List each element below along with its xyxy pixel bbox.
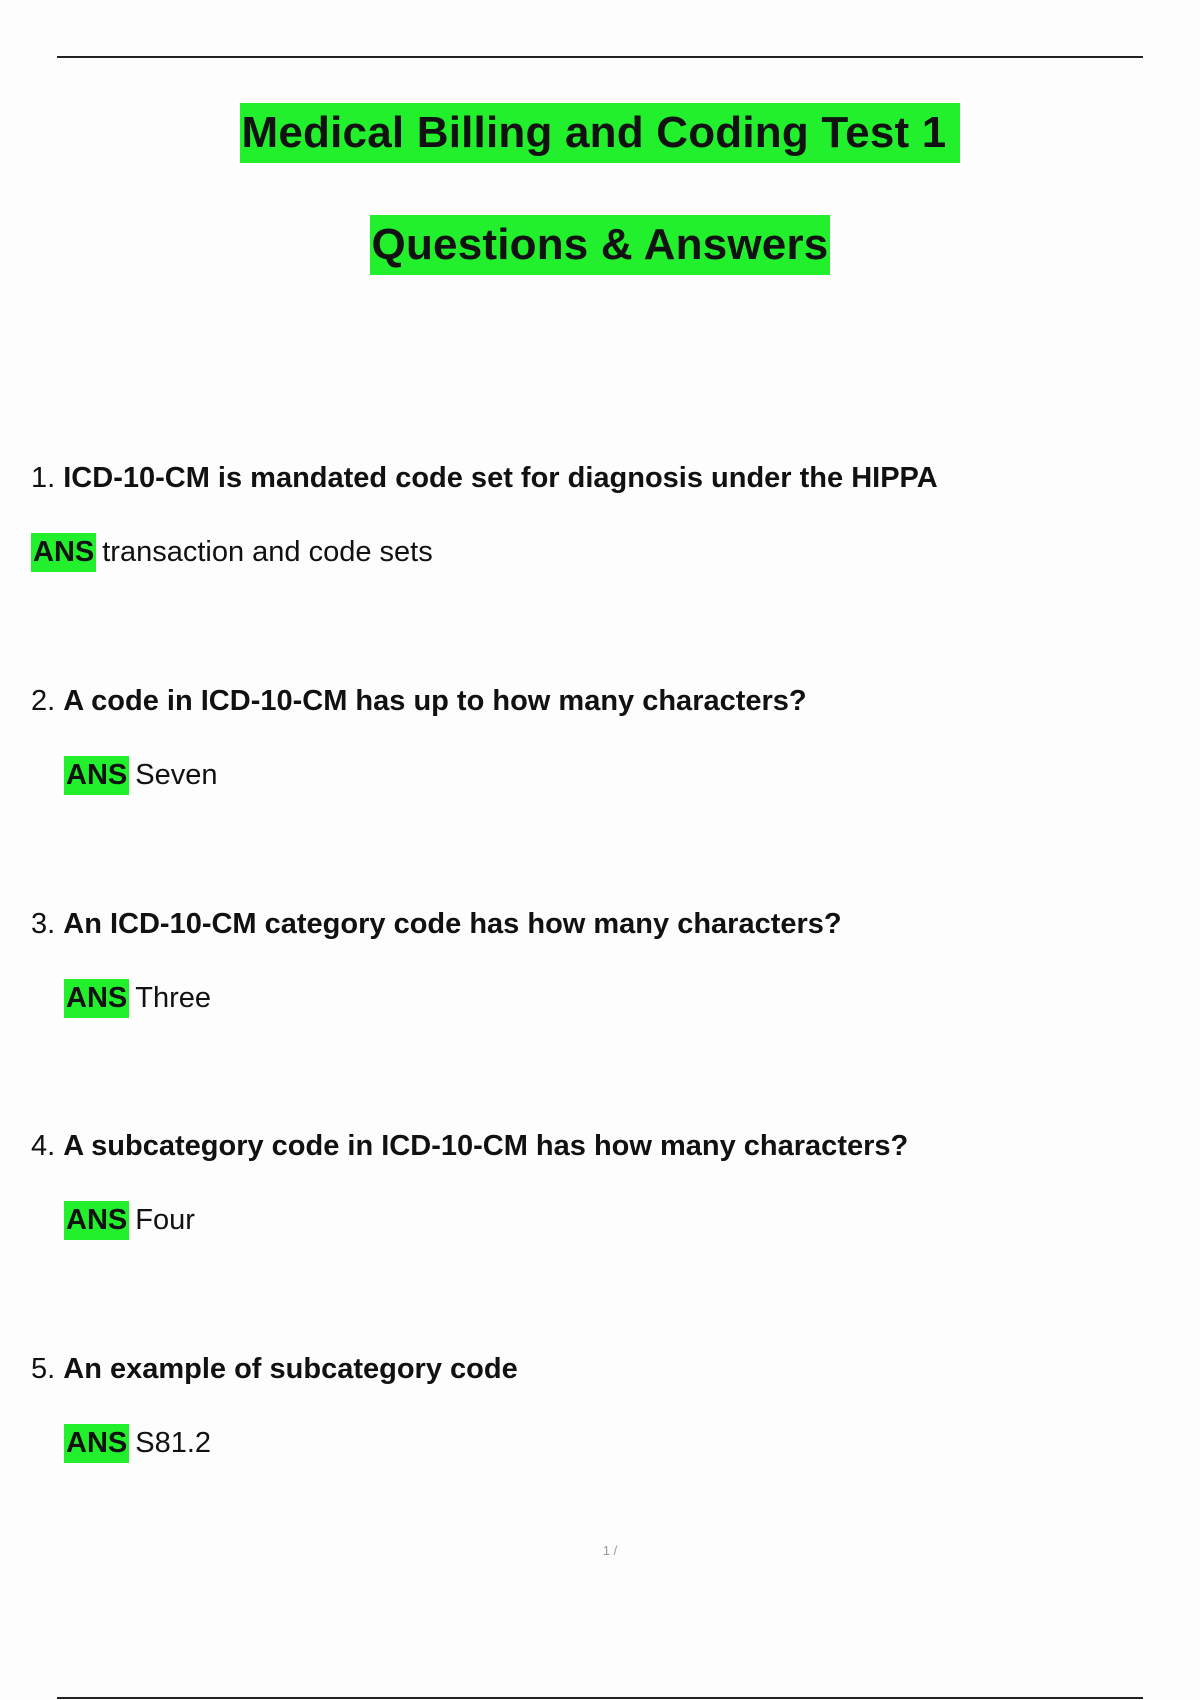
- answer-1: [31, 538, 433, 567]
- answer-4: [64, 1206, 195, 1235]
- title-highlight: Medical Billing and Coding Test 1: [240, 103, 961, 163]
- answer-text: S81.2: [135, 1427, 212, 1459]
- question-1: [31, 464, 938, 493]
- answer-tag: ANS: [64, 1424, 129, 1463]
- question-number: 1.: [31, 462, 56, 494]
- answer-tag: ANS: [31, 533, 96, 572]
- answer-tag: ANS: [64, 756, 129, 795]
- question-4: [31, 1132, 908, 1161]
- answer-text: transaction and code sets: [102, 536, 433, 568]
- question-text: A subcategory code in ICD-10-CM has how many characters?: [63, 1130, 909, 1162]
- question-text: An ICD-10-CM category code has how many characters?: [63, 908, 842, 940]
- question-text: ICD-10-CM is mandated code set for diagnosis under the HIPPA: [63, 462, 938, 494]
- answer-3: [64, 984, 211, 1013]
- answer-tag: ANS: [64, 979, 129, 1018]
- question-2: [31, 687, 807, 716]
- question-5: [31, 1355, 518, 1384]
- answer-text: Seven: [135, 759, 218, 791]
- document-subtitle: [0, 220, 1200, 269]
- answer-2: [64, 761, 217, 790]
- answer-text: Three: [135, 982, 211, 1014]
- answer-text: Four: [135, 1204, 195, 1236]
- top-divider: [57, 56, 1143, 58]
- page-number: 1 /: [602, 1543, 618, 1558]
- question-number: 2.: [31, 685, 56, 717]
- answer-tag: ANS: [64, 1201, 129, 1240]
- question-number: 3.: [31, 908, 56, 940]
- document-title: [0, 108, 1200, 157]
- question-3: [31, 910, 842, 939]
- subtitle-highlight: Questions & Answers: [370, 215, 831, 275]
- question-text: An example of subcategory code: [63, 1353, 518, 1385]
- question-text: A code in ICD-10-CM has up to how many characters?: [63, 685, 807, 717]
- question-number: 5.: [31, 1353, 56, 1385]
- answer-5: [64, 1429, 211, 1458]
- bottom-divider: [57, 1697, 1143, 1699]
- question-number: 4.: [31, 1130, 56, 1162]
